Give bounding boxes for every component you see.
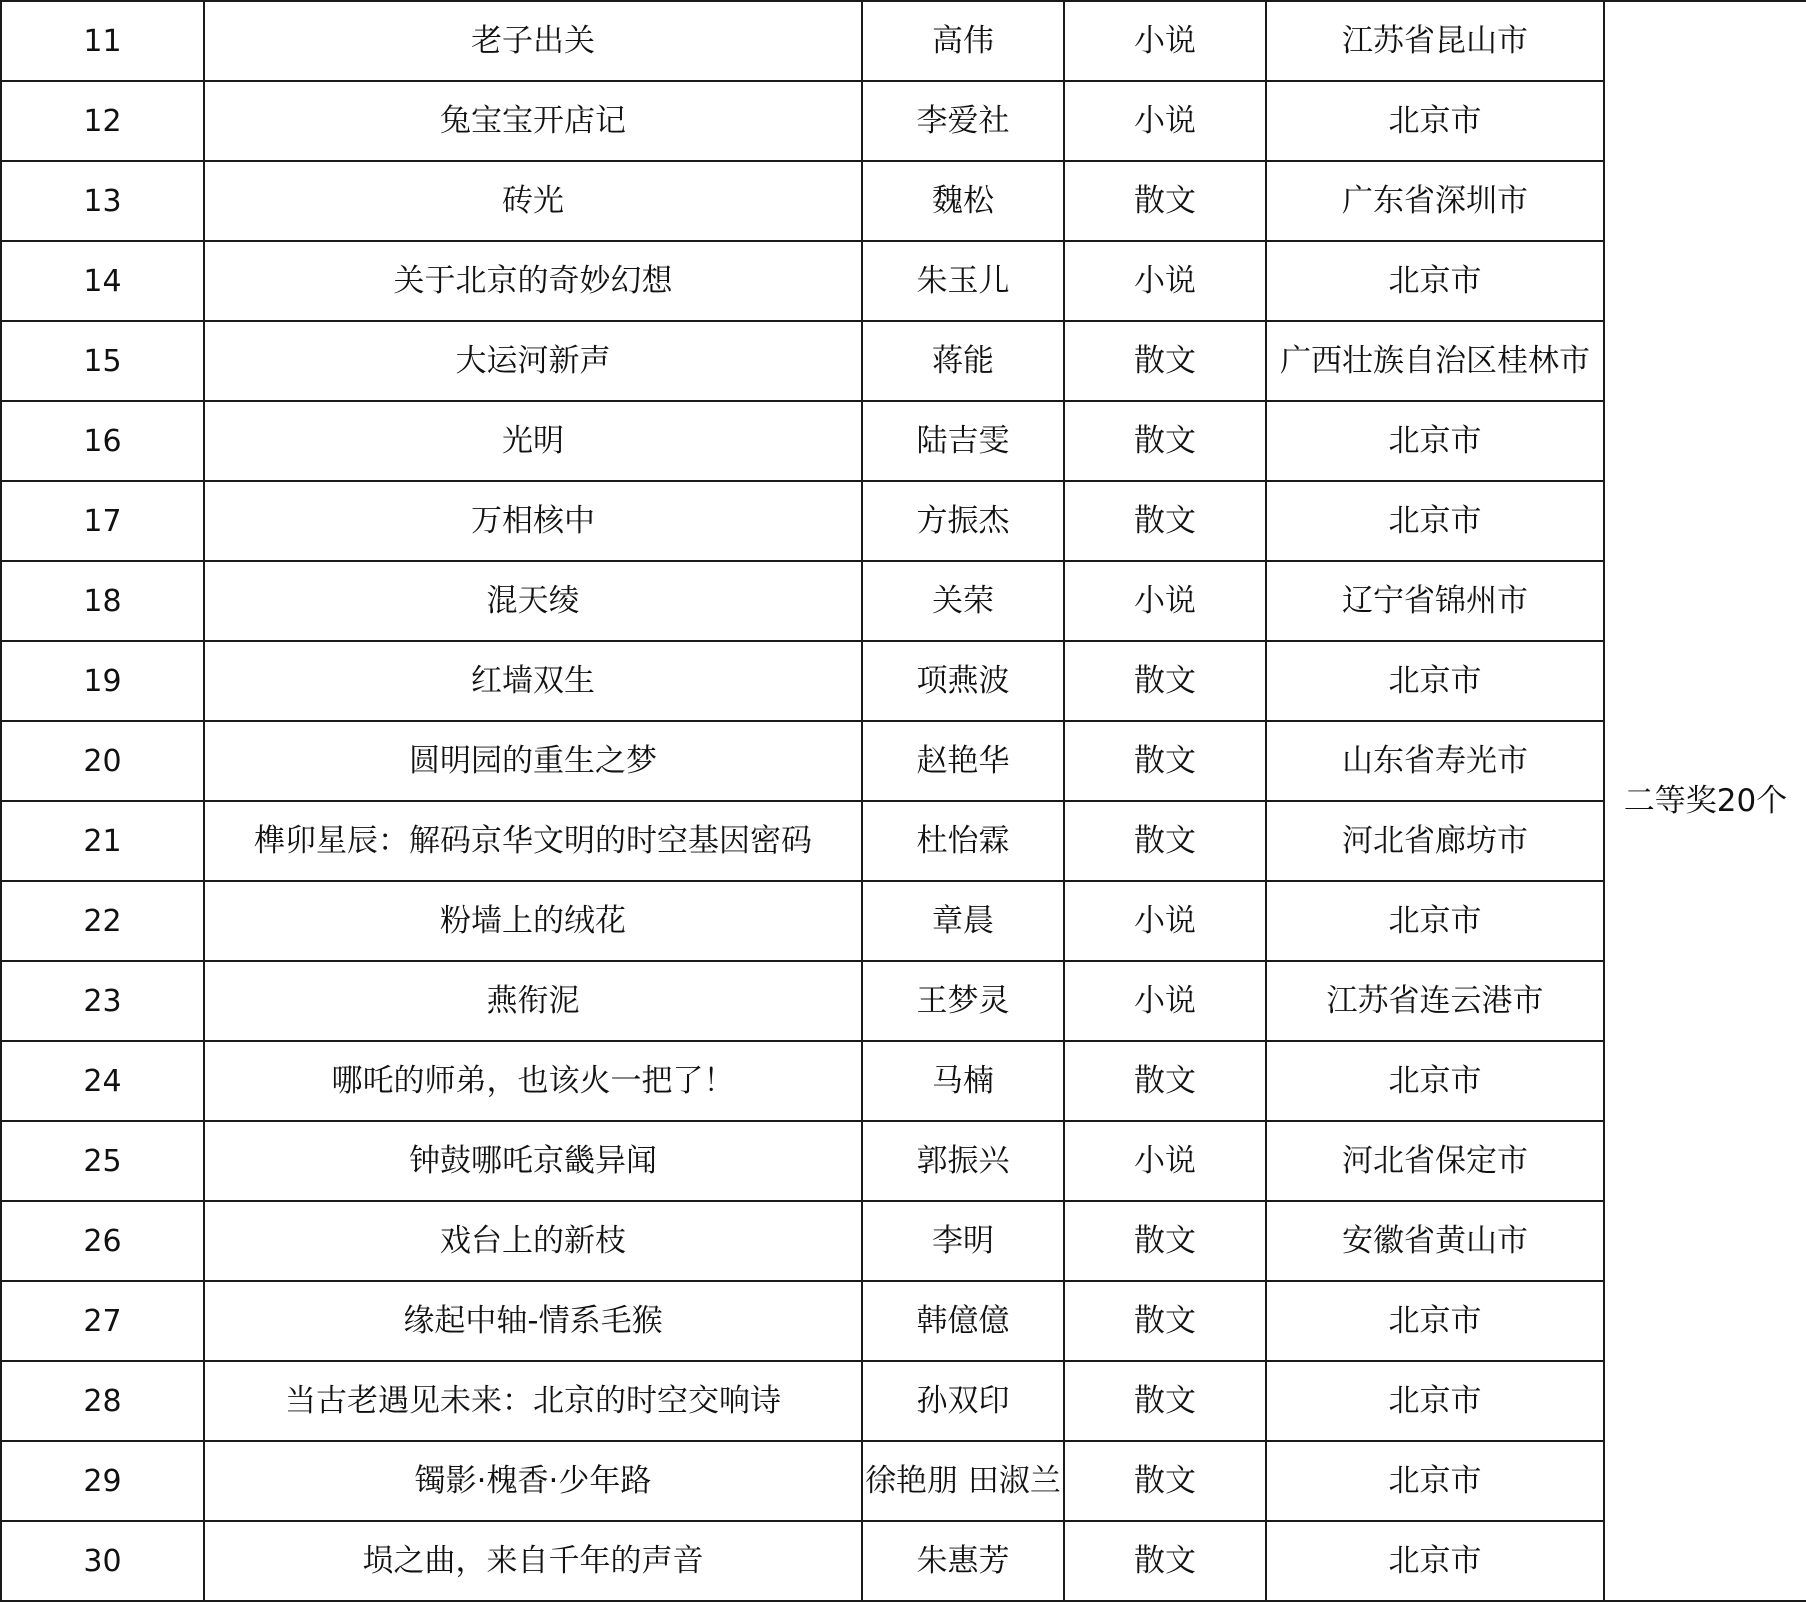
row-number-cell: 13	[1, 161, 204, 241]
row-number-cell: 25	[1, 1121, 204, 1201]
work-title-cell: 燕衔泥	[204, 961, 862, 1041]
row-number-cell: 28	[1, 1361, 204, 1441]
work-title-cell: 红墙双生	[204, 641, 862, 721]
row-number-cell: 24	[1, 1041, 204, 1121]
genre-cell: 小说	[1064, 241, 1266, 321]
genre-cell: 小说	[1064, 1121, 1266, 1201]
region-cell: 辽宁省锦州市	[1266, 561, 1604, 641]
region-cell: 北京市	[1266, 241, 1604, 321]
author-name-cell: 李爱社	[862, 81, 1064, 161]
work-title-cell: 大运河新声	[204, 321, 862, 401]
region-cell: 河北省保定市	[1266, 1121, 1604, 1201]
author-name-cell: 高伟	[862, 1, 1064, 81]
work-title-cell: 当古老遇见未来：北京的时空交响诗	[204, 1361, 862, 1441]
row-number-cell: 19	[1, 641, 204, 721]
table-row	[1, 1361, 1806, 1441]
work-title-cell: 哪吒的师弟，也该火一把了！	[204, 1041, 862, 1121]
genre-cell: 散文	[1064, 1281, 1266, 1361]
region-cell: 北京市	[1266, 641, 1604, 721]
author-name-cell: 朱玉儿	[862, 241, 1064, 321]
work-title-cell: 榫卯星辰：解码京华文明的时空基因密码	[204, 801, 862, 881]
genre-cell: 散文	[1064, 641, 1266, 721]
row-number-cell: 18	[1, 561, 204, 641]
table-row	[1, 321, 1806, 401]
award-level-cell: 二等奖20个	[1604, 1, 1806, 1601]
region-cell: 安徽省黄山市	[1266, 1201, 1604, 1281]
work-title-cell: 光明	[204, 401, 862, 481]
work-title-cell: 混天绫	[204, 561, 862, 641]
work-title-cell: 埙之曲，来自千年的声音	[204, 1521, 862, 1601]
genre-cell: 散文	[1064, 1361, 1266, 1441]
author-name-cell: 朱惠芳	[862, 1521, 1064, 1601]
table-row	[1, 401, 1806, 481]
row-number-cell: 16	[1, 401, 204, 481]
table-row	[1, 1201, 1806, 1281]
region-cell: 北京市	[1266, 81, 1604, 161]
region-cell: 北京市	[1266, 401, 1604, 481]
row-number-cell: 26	[1, 1201, 204, 1281]
author-name-cell: 蒋能	[862, 321, 1064, 401]
region-cell: 山东省寿光市	[1266, 721, 1604, 801]
region-cell: 北京市	[1266, 1281, 1604, 1361]
row-number-cell: 21	[1, 801, 204, 881]
table-row	[1, 1521, 1806, 1601]
row-number-cell: 20	[1, 721, 204, 801]
genre-cell: 小说	[1064, 81, 1266, 161]
region-cell: 广西壮族自治区桂林市	[1266, 321, 1604, 401]
genre-cell: 散文	[1064, 481, 1266, 561]
genre-cell: 小说	[1064, 881, 1266, 961]
author-name-cell: 陆吉雯	[862, 401, 1064, 481]
author-name-cell: 杜怡霖	[862, 801, 1064, 881]
author-name-cell: 魏松	[862, 161, 1064, 241]
author-name-cell: 赵艳华	[862, 721, 1064, 801]
table-row	[1, 881, 1806, 961]
row-number-cell: 12	[1, 81, 204, 161]
row-number-cell: 23	[1, 961, 204, 1041]
author-name-cell: 章晨	[862, 881, 1064, 961]
genre-cell: 小说	[1064, 1, 1266, 81]
row-number-cell: 27	[1, 1281, 204, 1361]
table-row	[1, 1121, 1806, 1201]
row-number-cell: 30	[1, 1521, 204, 1601]
author-name-cell: 李明	[862, 1201, 1064, 1281]
region-cell: 北京市	[1266, 1441, 1604, 1521]
author-name-cell: 韩億億	[862, 1281, 1064, 1361]
table-row	[1, 1441, 1806, 1521]
row-number-cell: 22	[1, 881, 204, 961]
table-row	[1, 481, 1806, 561]
genre-cell: 散文	[1064, 1041, 1266, 1121]
genre-cell: 散文	[1064, 1201, 1266, 1281]
author-name-cell: 王梦灵	[862, 961, 1064, 1041]
table-row	[1, 81, 1806, 161]
work-title-cell: 粉墙上的绒花	[204, 881, 862, 961]
work-title-cell: 戏台上的新枝	[204, 1201, 862, 1281]
genre-cell: 小说	[1064, 961, 1266, 1041]
work-title-cell: 圆明园的重生之梦	[204, 721, 862, 801]
row-number-cell: 11	[1, 1, 204, 81]
author-name-cell: 郭振兴	[862, 1121, 1064, 1201]
region-cell: 广东省深圳市	[1266, 161, 1604, 241]
table-row	[1, 961, 1806, 1041]
author-name-cell: 马楠	[862, 1041, 1064, 1121]
genre-cell: 散文	[1064, 161, 1266, 241]
row-number-cell: 15	[1, 321, 204, 401]
row-number-cell: 17	[1, 481, 204, 561]
author-name-cell: 项燕波	[862, 641, 1064, 721]
table-row	[1, 721, 1806, 801]
genre-cell: 散文	[1064, 1441, 1266, 1521]
awards-table-body	[1, 1, 1806, 1601]
table-row	[1, 1041, 1806, 1121]
author-name-cell: 徐艳朋 田淑兰	[862, 1441, 1064, 1521]
author-name-cell: 孙双印	[862, 1361, 1064, 1441]
work-title-cell: 镯影·槐香·少年路	[204, 1441, 862, 1521]
author-name-cell: 关荣	[862, 561, 1064, 641]
work-title-cell: 万相核中	[204, 481, 862, 561]
genre-cell: 散文	[1064, 721, 1266, 801]
region-cell: 北京市	[1266, 1041, 1604, 1121]
genre-cell: 散文	[1064, 1521, 1266, 1601]
work-title-cell: 砖光	[204, 161, 862, 241]
region-cell: 江苏省昆山市	[1266, 1, 1604, 81]
region-cell: 北京市	[1266, 881, 1604, 961]
row-number-cell: 29	[1, 1441, 204, 1521]
genre-cell: 散文	[1064, 801, 1266, 881]
table-row	[1, 1281, 1806, 1361]
row-number-cell: 14	[1, 241, 204, 321]
region-cell: 北京市	[1266, 1521, 1604, 1601]
region-cell: 河北省廊坊市	[1266, 801, 1604, 881]
region-cell: 北京市	[1266, 481, 1604, 561]
work-title-cell: 钟鼓哪吒京畿异闻	[204, 1121, 862, 1201]
author-name-cell: 方振杰	[862, 481, 1064, 561]
table-row	[1, 1, 1806, 81]
table-row	[1, 641, 1806, 721]
genre-cell: 散文	[1064, 401, 1266, 481]
work-title-cell: 老子出关	[204, 1, 862, 81]
table-row	[1, 561, 1806, 641]
table-row	[1, 801, 1806, 881]
table-row	[1, 241, 1806, 321]
region-cell: 江苏省连云港市	[1266, 961, 1604, 1041]
table-row	[1, 161, 1806, 241]
work-title-cell: 兔宝宝开店记	[204, 81, 862, 161]
work-title-cell: 关于北京的奇妙幻想	[204, 241, 862, 321]
work-title-cell: 缘起中轴-情系毛猴	[204, 1281, 862, 1361]
genre-cell: 散文	[1064, 321, 1266, 401]
genre-cell: 小说	[1064, 561, 1266, 641]
region-cell: 北京市	[1266, 1361, 1604, 1441]
